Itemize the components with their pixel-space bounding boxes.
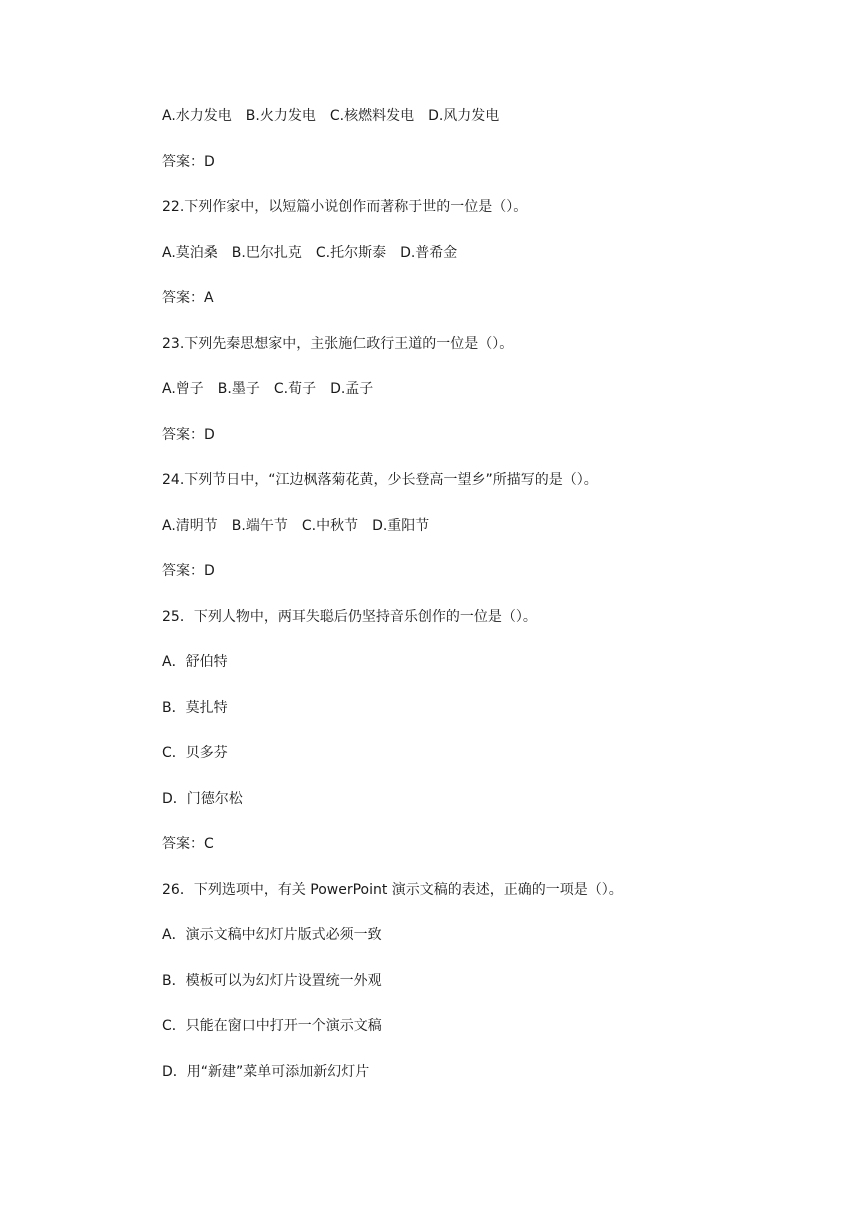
- option-b: B.墨子: [217, 381, 260, 397]
- option-b: B.端午节: [231, 518, 288, 534]
- q25-option-c: C．贝多芬: [162, 745, 228, 761]
- option-d: D.孟子: [330, 381, 374, 397]
- q26-option-c: C．只能在窗口中打开一个演示文稿: [162, 1018, 382, 1034]
- q25-option-a: A．舒伯特: [162, 654, 228, 670]
- q21-answer: 答案：D: [162, 154, 215, 170]
- q26-question: 26．下列选项中，有关 PowerPoint 演示文稿的表述，正确的一项是（）。: [162, 882, 623, 898]
- q21-options: [162, 107, 499, 125]
- option-c: C.核燃料发电: [329, 108, 415, 124]
- option-d: D.重阳节: [372, 518, 430, 534]
- q25-question: 25．下列人物中，两耳失聪后仍坚持音乐创作的一位是（）。: [162, 609, 537, 625]
- option-b: B.火力发电: [245, 108, 316, 124]
- option-d: D.风力发电: [428, 108, 500, 124]
- option-d: D.普希金: [400, 245, 458, 261]
- q22-answer: 答案：A: [162, 290, 214, 306]
- option-b: B.巴尔扎克: [231, 245, 302, 261]
- q25-answer: 答案：C: [162, 836, 214, 852]
- q26-option-d: D．用“新建”菜单可添加新幻灯片: [162, 1064, 370, 1080]
- q23-options: [162, 380, 373, 398]
- option-c: C.荀子: [273, 381, 317, 397]
- q25-option-b: B．莫扎特: [162, 700, 228, 716]
- q23-answer: 答案：D: [162, 427, 215, 443]
- option-c: C.托尔斯泰: [315, 245, 387, 261]
- q25-option-d: D．门德尔松: [162, 791, 243, 807]
- q24-answer: 答案：D: [162, 563, 215, 579]
- q26-option-a: A．演示文稿中幻灯片版式必须一致: [162, 927, 382, 943]
- q24-options: [162, 517, 429, 535]
- q26-option-b: B．模板可以为幻灯片设置统一外观: [162, 973, 382, 989]
- option-a: A.水力发电: [162, 108, 232, 124]
- q24-question: 24.下列节日中，“江边枫落菊花黄，少长登高一望乡”所描写的是（）。: [162, 472, 598, 488]
- q22-options: [162, 244, 457, 262]
- q22-question: 22.下列作家中，以短篇小说创作而著称于世的一位是（）。: [162, 199, 528, 215]
- option-a: A.清明节: [162, 518, 218, 534]
- option-a: A.曾子: [162, 381, 204, 397]
- q23-question: 23.下列先秦思想家中，主张施仁政行王道的一位是（）。: [162, 336, 514, 352]
- option-c: C.中秋节: [301, 518, 359, 534]
- option-a: A.莫泊桑: [162, 245, 218, 261]
